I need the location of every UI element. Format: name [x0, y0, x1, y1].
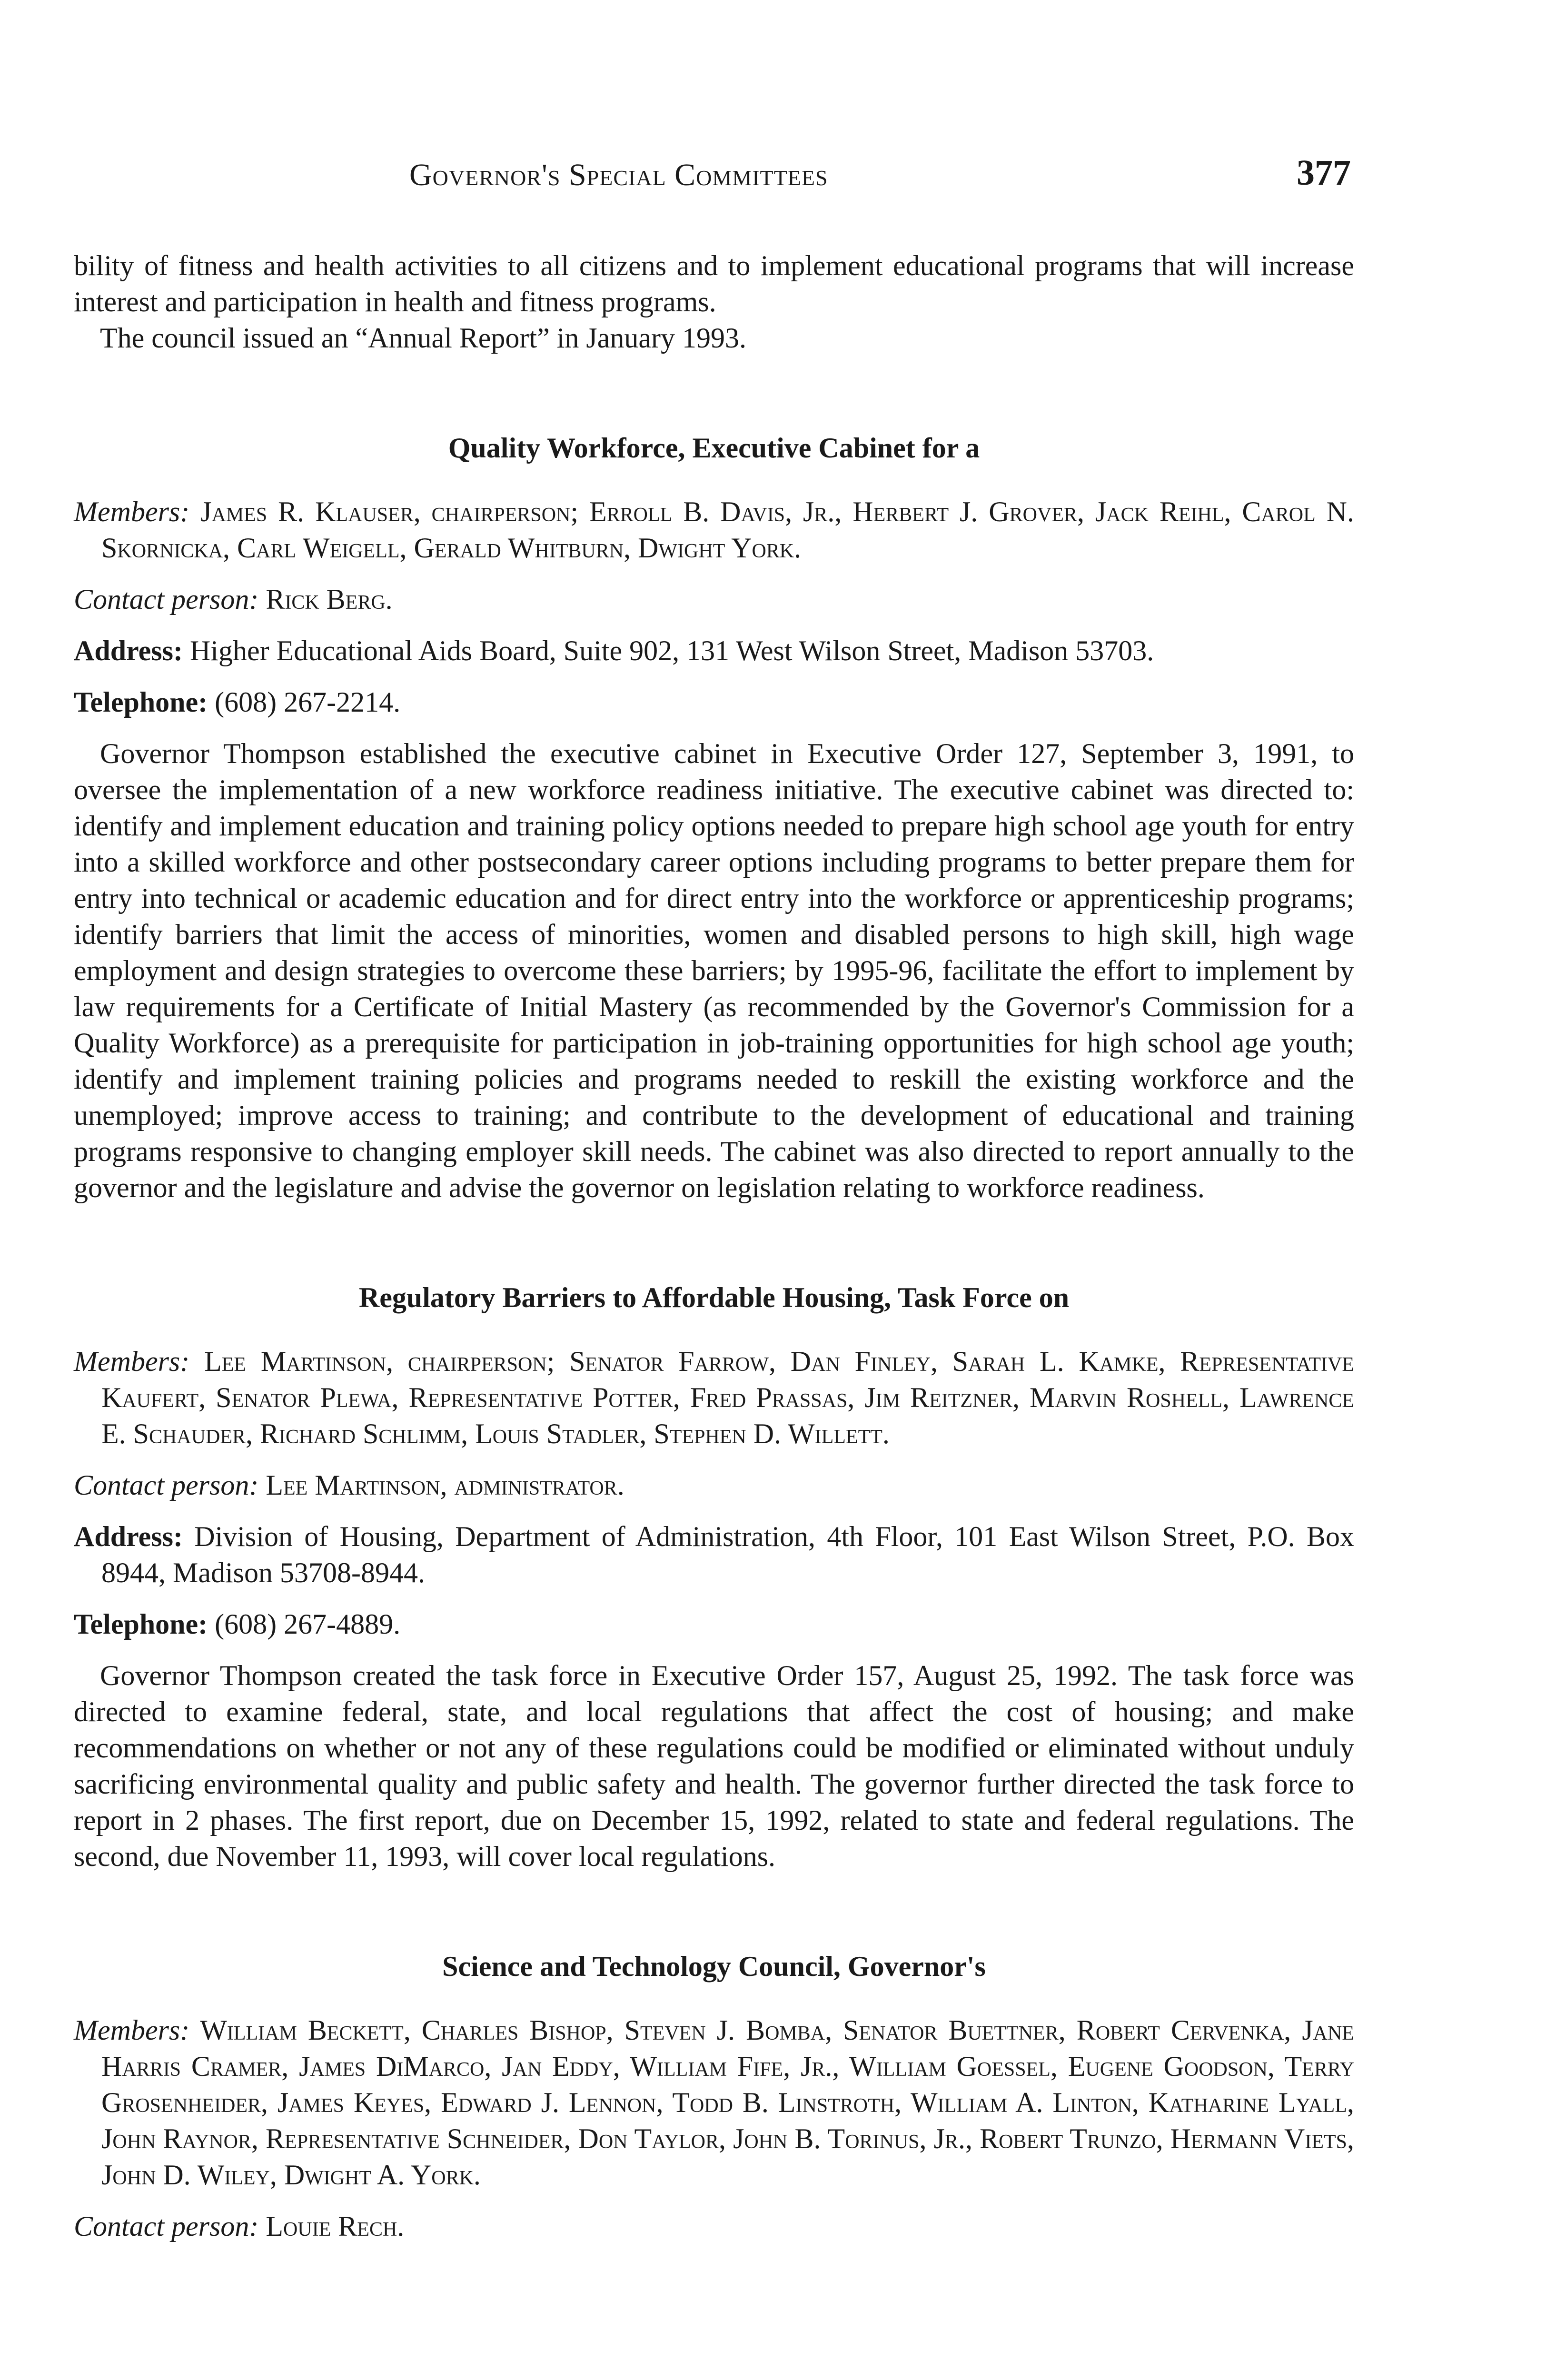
members-entry: [74, 2012, 1354, 2193]
telephone-value: (608) 267-4889.: [215, 1608, 401, 1640]
page-content: [74, 248, 1354, 2260]
contact-entry: [74, 2208, 1354, 2244]
members-entry: [74, 494, 1354, 566]
address-entry: [74, 633, 1354, 669]
members-list: William Beckett, Charles Bishop, Steven J. Bomba, Senator Buettner, Robert Cervenka, Jane Harris Cramer, James DiMarco, Jan Eddy, William Fife, Jr., William Goessel, Eugene Goodson, Terry Grosenheider, James Keyes, Edward J. Lennon, Todd B. Linstroth, William A. Linton, Katharine Lyall, John Raynor, Representative Schneider, Don Taylor, John B. Torinus, Jr., Robert Trunzo, Hermann Viets, John D. Wiley, Dwight A. York.: [101, 2014, 1354, 2191]
page-number: 377: [1297, 153, 1351, 193]
section-body: Governor Thompson created the task force in Executive Order 157, August 25, 1992. The task force was directed to examine federal, state, and local regulations that affect the cost of housing; and make recommendations on whether or not any of these regulations could be modified or eliminated without unduly sacrificing environmental quality and public safety and health. The governor further directed the task force to report in 2 phases. The first report, due on December 15, 1992, related to state and federal regulations. The second, due November 11, 1993, will cover local regulations.: [74, 1660, 1354, 1872]
telephone-label: Telephone:: [74, 686, 208, 718]
contact-entry: [74, 1467, 1354, 1503]
telephone-value: (608) 267-2214.: [215, 686, 401, 718]
address-value: Division of Housing, Department of Administration, 4th Floor, 101 East Wilson Street, P.O. Box 8944, Madison 53708-8944.: [101, 1521, 1355, 1588]
members-label: Members:: [74, 2014, 190, 2046]
members-list: Lee Martinson, chairperson; Senator Farrow, Dan Finley, Sarah L. Kamke, Representative Kaufert, Senator Plewa, Representative Potter, Fred Prassas, Jim Reitzner, Marvin Roshell, Lawrence E. Schauder, Richard Schlimm, Louis Stadler, Stephen D. Willett.: [101, 1346, 1354, 1449]
section-body: Governor Thompson established the executive cabinet in Executive Order 127, September 3, 1991, to oversee the implementation of a new workforce readiness initiative. The executive cabinet was directed to: identify and implement education and training policy options needed to prepare high school age youth for entry into a skilled workforce and other postsecondary career options including programs to better prepare them for entry into technical or academic education and for direct entry into the workforce or apprenticeship programs; identify barriers that limit the access of minorities, women and disabled persons to high skill, high wage employment and design strategies to overcome these barriers; by 1995-96, facilitate the effort to implement by law requirements for a Certificate of Initial Mastery (as recommended by the Governor's Commission for a Quality Workforce) as a prerequisite for participation in job-training opportunities for high school age youth; identify and implement training policies and programs needed to reskill the existing workforce and the unemployed; improve access to training; and contribute to the development of educational and training programs responsive to changing employer skill needs. The cabinet was also directed to report annually to the governor and the legislature and advise the governor on legislation relating to workforce readiness.: [74, 738, 1354, 1203]
section-title: Science and Technology Council, Governor's: [442, 1951, 986, 1982]
contact-name: Louie Rech.: [266, 2211, 405, 2242]
contact-label: Contact person:: [74, 2211, 259, 2242]
telephone-entry: [74, 1606, 1354, 1642]
members-list: James R. Klauser, chairperson; Erroll B. Davis, Jr., Herbert J. Grover, Jack Reihl, Carol N. Skornicka, Carl Weigell, Gerald Whitburn, Dwight York.: [101, 496, 1354, 564]
members-entry: [74, 1343, 1354, 1452]
members-label: Members:: [74, 496, 190, 527]
address-value: Higher Educational Aids Board, Suite 902, 131 West Wilson Street, Madison 53703.: [189, 635, 1154, 666]
address-label: Address:: [74, 1521, 183, 1552]
telephone-entry: [74, 684, 1354, 720]
address-entry: [74, 1518, 1354, 1591]
telephone-label: Telephone:: [74, 1608, 208, 1640]
section-affordable-housing: [74, 1279, 1354, 1874]
contact-name: Lee Martinson, administrator.: [266, 1469, 624, 1501]
contact-label: Contact person:: [74, 1469, 259, 1501]
contact-label: Contact person:: [74, 584, 259, 615]
intro-paragraph: bility of fitness and health activities to all citizens and to implement educational programs that will increase interest and participation in health and fitness programs.: [74, 250, 1354, 317]
contact-name: Rick Berg.: [266, 584, 393, 615]
intro-report-paragraph: The council issued an “Annual Report” in January 1993.: [100, 322, 746, 354]
address-label: Address:: [74, 635, 183, 666]
contact-entry: [74, 581, 1354, 617]
running-title: Governor's Special Committees: [409, 158, 828, 192]
section-title: Quality Workforce, Executive Cabinet for a: [448, 432, 980, 464]
section-title: Regulatory Barriers to Affordable Housing, Task Force on: [358, 1282, 1070, 1313]
members-label: Members:: [74, 1346, 190, 1377]
section-quality-workforce: [74, 430, 1354, 1206]
section-science-technology: [74, 1948, 1354, 2244]
